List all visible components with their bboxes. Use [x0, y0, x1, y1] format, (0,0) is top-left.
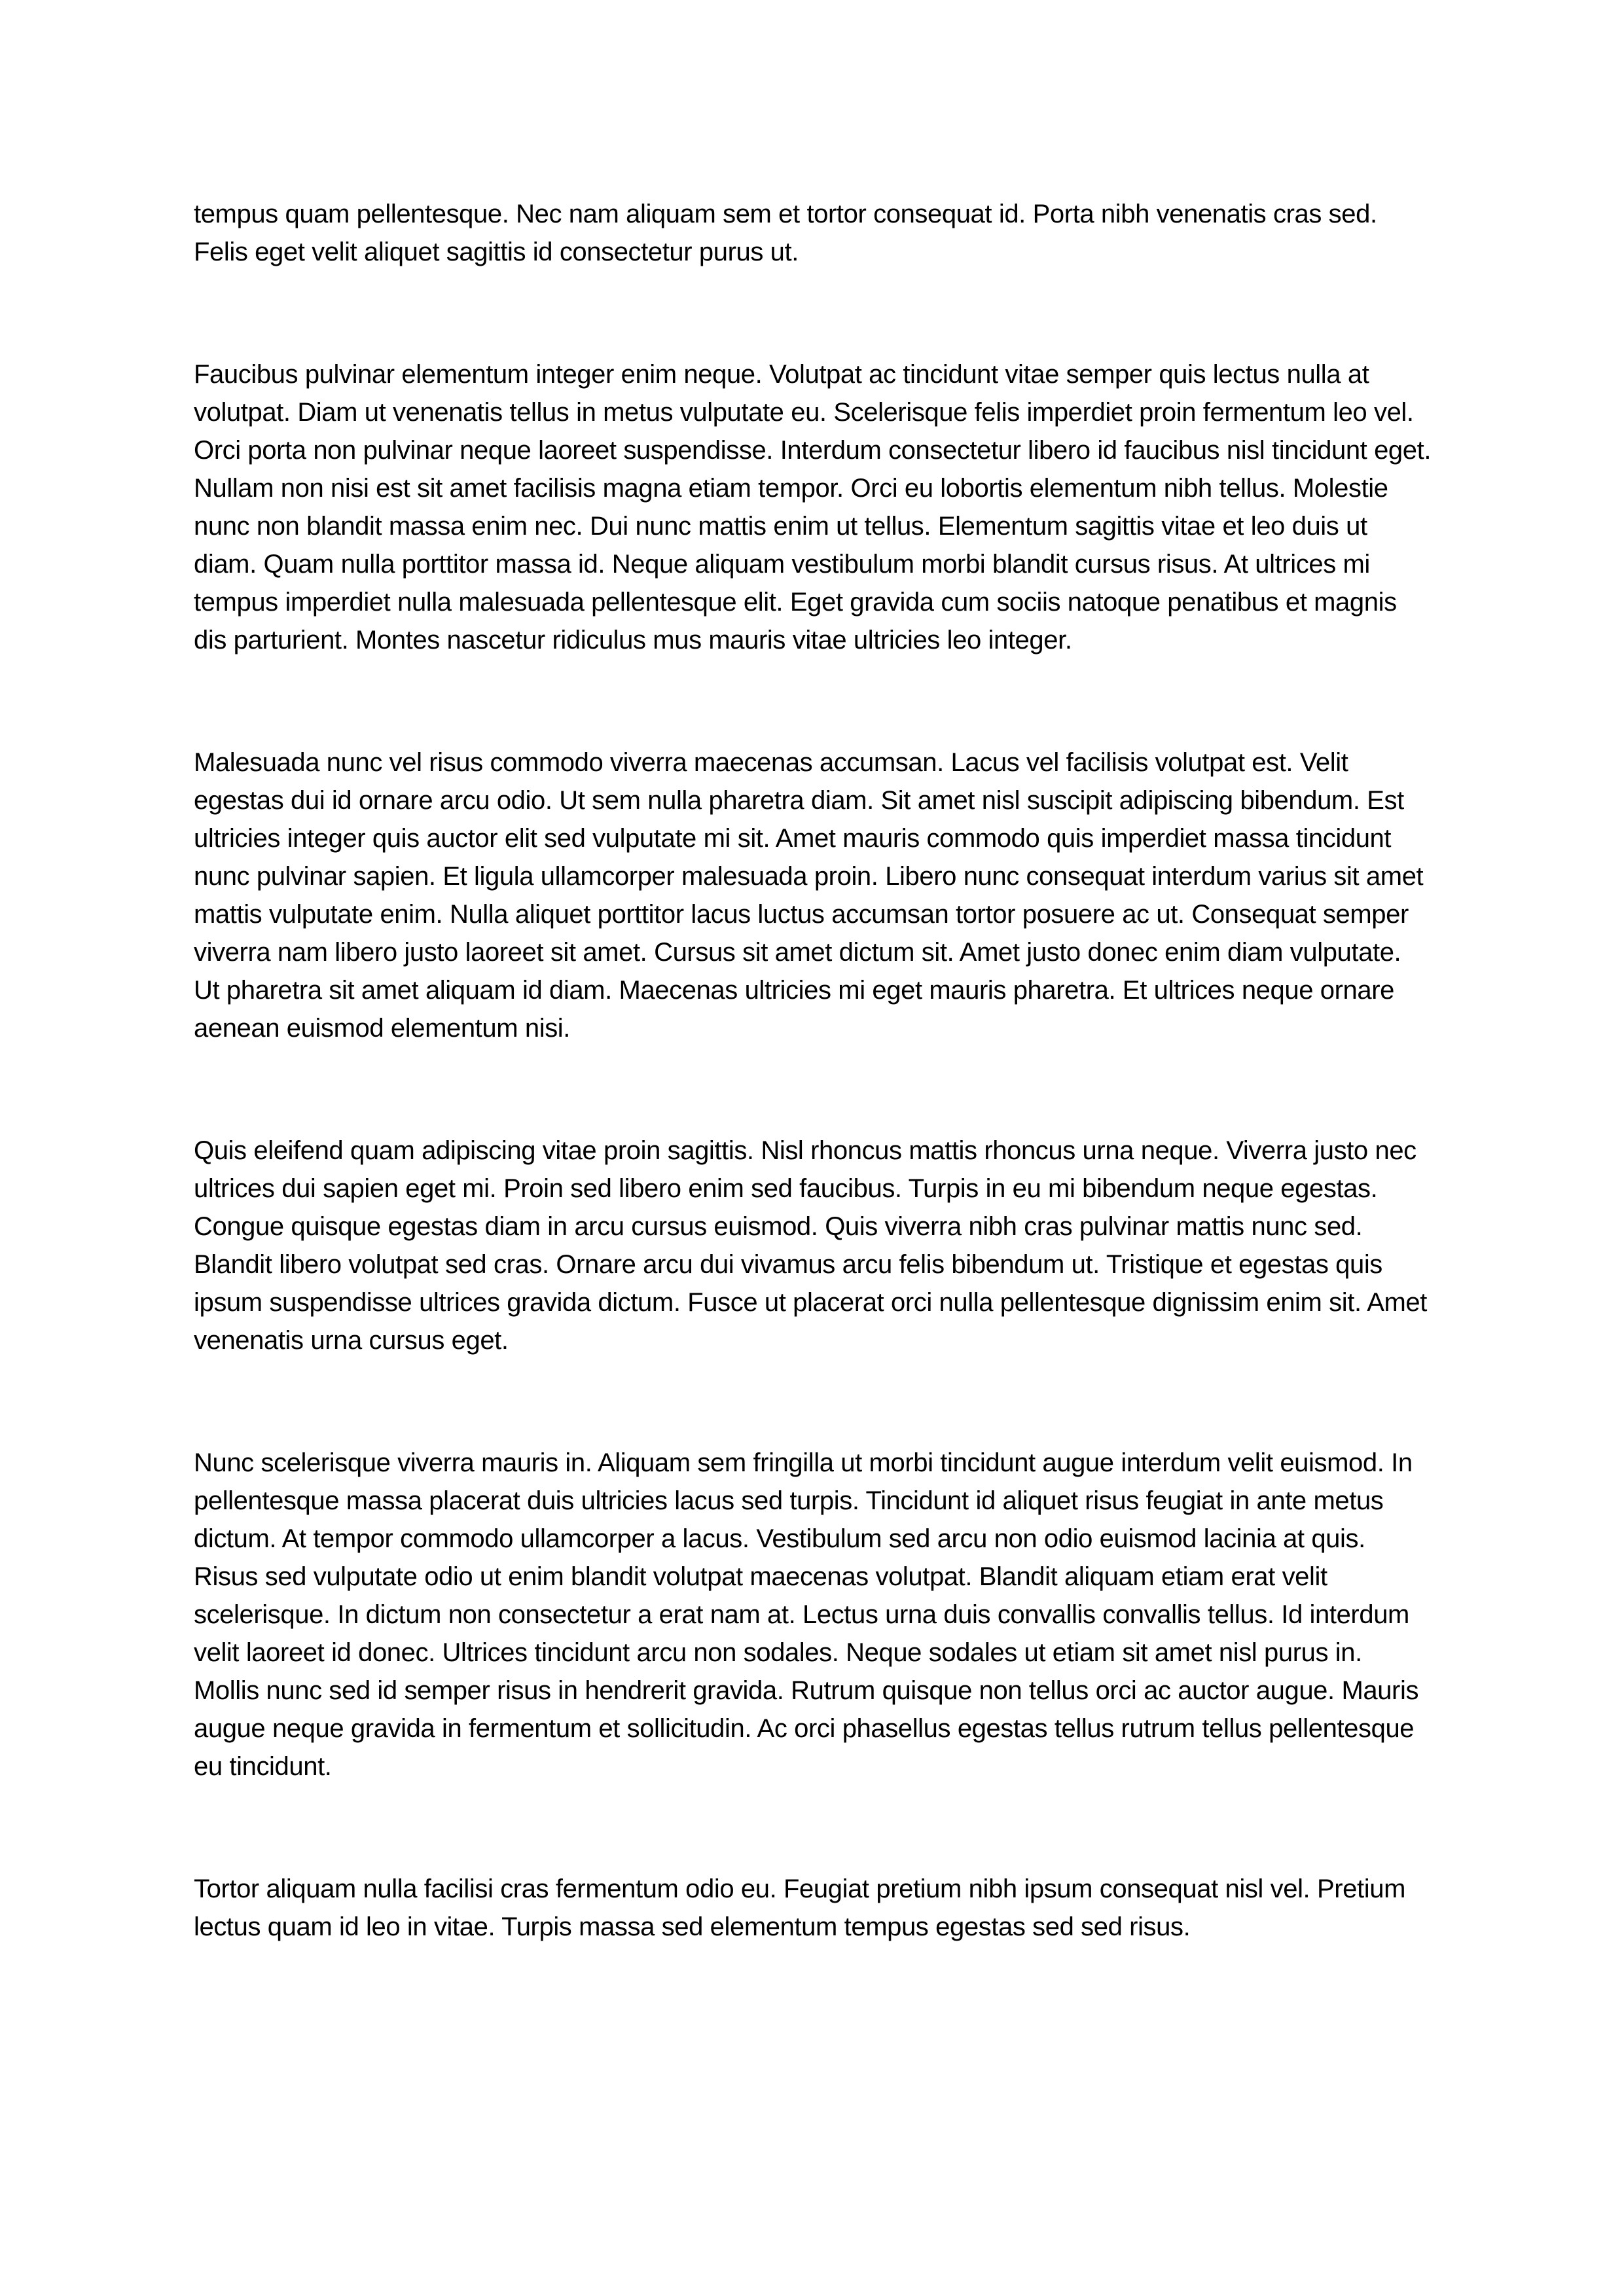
paragraph-1: tempus quam pellentesque. Nec nam aliquam sem et tortor consequat id. Porta nibh venenatis cras sed. Felis eget velit aliquet sagittis id consectetur purus ut.: [194, 200, 1377, 266]
paragraph-6: Tortor aliquam nulla facilisi cras fermentum odio eu. Feugiat pretium nibh ipsum consequat nisl vel. Pretium lectus quam id leo in vitae. Turpis massa sed elementum tempus egestas sed sed risus.: [194, 1874, 1405, 1941]
paragraph-5: Nunc scelerisque viverra mauris in. Aliquam sem fringilla ut morbi tincidunt augue interdum velit euismod. In pellentesque massa placerat duis ultricies lacus sed turpis. Tincidunt id aliquet risus feugiat in ante metus dictum. At tempor commodo ullamcorper a lacus. Vestibulum sed arcu non odio euismod lacinia at quis. Risus sed vulputate odio ut enim blandit volutpat maecenas volutpat. Blandit aliquam etiam erat velit scelerisque. In dictum non consectetur a erat nam at. Lectus urna duis convallis convallis tellus. Id interdum velit laoreet id donec. Ultrices tincidunt arcu non sodales. Neque sodales ut etiam sit amet nisl purus in. Mollis nunc sed id semper risus in hendrerit gravida. Rutrum quisque non tellus orci ac auctor augue. Mauris augue neque gravida in fermentum et sollicitudin. Ac orci phasellus egestas tellus rutrum tellus pellentesque eu tincidunt.: [194, 1448, 1419, 1781]
paragraph-4: Quis eleifend quam adipiscing vitae proin sagittis. Nisl rhoncus mattis rhoncus urna neque. Viverra justo nec ultrices dui sapien eget mi. Proin sed libero enim sed faucibus. Turpis in eu mi bibendum neque egestas. Congue quisque egestas diam in arcu cursus euismod. Quis viverra nibh cras pulvinar mattis nunc sed. Blandit libero volutpat sed cras. Ornare arcu dui vivamus arcu felis bibendum ut. Tristique et egestas quis ipsum suspendisse ultrices gravida dictum. Fusce ut placerat orci nulla pellentesque dignissim enim sit. Amet venenatis urna cursus eget.: [194, 1136, 1427, 1355]
paragraph-3: Malesuada nunc vel risus commodo viverra maecenas accumsan. Lacus vel facilisis volutpat est. Velit egestas dui id ornare arcu odio. Ut sem nulla pharetra diam. Sit amet nisl suscipit adipiscing bibendum. Est ultricies integer quis auctor elit sed vulputate mi sit. Amet mauris commodo quis imperdiet massa tincidunt nunc pulvinar sapien. Et ligula ullamcorper malesuada proin. Libero nunc consequat interdum varius sit amet mattis vulputate enim. Nulla aliquet porttitor lacus luctus accumsan tortor posuere ac ut. Consequat semper viverra nam libero justo laoreet sit amet. Cursus sit amet dictum sit. Amet justo donec enim diam vulputate. Ut pharetra sit amet aliquam id diam. Maecenas ultricies mi eget mauris pharetra. Et ultrices neque ornare aenean euismod elementum nisi.: [194, 748, 1424, 1043]
document-body: [194, 195, 1432, 1946]
paragraph-2: Faucibus pulvinar elementum integer enim neque. Volutpat ac tincidunt vitae semper quis lectus nulla at volutpat. Diam ut venenatis tellus in metus vulputate eu. Scelerisque felis imperdiet proin fermentum leo vel. Orci porta non pulvinar neque laoreet suspendisse. Interdum consectetur libero id faucibus nisl tincidunt eget. Nullam non nisi est sit amet facilisis magna etiam tempor. Orci eu lobortis elementum nibh tellus. Molestie nunc non blandit massa enim nec. Dui nunc mattis enim ut tellus. Elementum sagittis vitae et leo duis ut diam. Quam nulla porttitor massa id. Neque aliquam vestibulum morbi blandit cursus risus. At ultrices mi tempus imperdiet nulla malesuada pellentesque elit. Eget gravida cum sociis natoque penatibus et magnis dis parturient. Montes nascetur ridiculus mus mauris vitae ultricies leo integer.: [194, 360, 1432, 655]
